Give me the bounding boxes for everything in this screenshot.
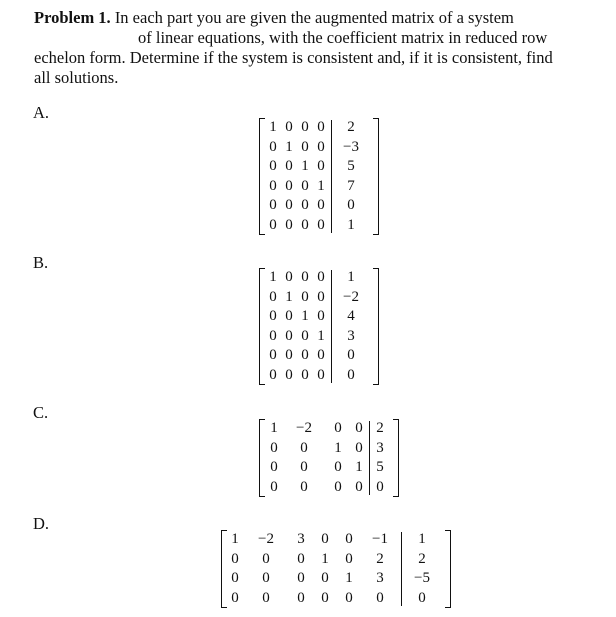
coefficient-entry: 0 [334,478,342,495]
coefficient-entry: 0 [317,158,325,174]
coefficient-entry: 0 [301,138,309,155]
coefficient-entry: 0 [317,347,325,363]
coefficient-entry: 0 [301,119,309,135]
matrix-row [227,569,445,589]
augmented-entry: 0 [347,197,355,213]
coefficient-entry: 0 [317,269,325,285]
coefficient-entry: 0 [285,177,293,194]
coefficient-entry: 0 [297,589,305,606]
coefficient-entry: 1 [231,531,239,547]
matrix-row [265,177,373,197]
part-a-label: A. [33,103,50,122]
coefficient-entry: −2 [296,420,312,436]
coefficient-entry: 0 [269,347,277,363]
matrix-row [227,550,445,570]
augmented-divider [331,120,332,233]
augmented-entry: 0 [418,589,426,606]
matrix-row [227,530,445,550]
coefficient-entry: 3 [297,531,305,547]
coefficient-entry: 0 [285,347,293,363]
coefficient-entry: 0 [376,589,384,606]
coefficient-entry: 0 [345,531,353,547]
coefficient-entry: 0 [301,347,309,363]
coefficient-entry: 0 [269,327,277,344]
coefficient-entry: 0 [355,478,363,495]
coefficient-entry: 1 [269,119,277,135]
matrix-row [265,307,373,327]
coefficient-entry: −2 [258,531,274,547]
matrix-row [265,288,373,308]
coefficient-entry: 1 [285,288,293,305]
matrix-row [265,216,373,236]
coefficient-entry: 0 [269,138,277,155]
coefficient-entry: 0 [231,589,239,606]
coefficient-entry: 0 [317,138,325,155]
coefficient-entry: 0 [301,197,309,213]
augmented-divider [401,532,402,606]
coefficient-entry: 0 [355,439,363,456]
coefficient-entry: 3 [376,570,384,586]
coefficient-entry: 0 [285,216,293,233]
coefficient-entry: 0 [355,420,363,436]
coefficient-entry: 1 [269,269,277,285]
coefficient-entry: 1 [285,138,293,155]
coefficient-entry: 1 [270,420,278,436]
augmented-entry: 1 [347,269,355,285]
matrix-row [227,589,445,609]
matrix-row [265,118,373,138]
coefficient-entry: 0 [285,327,293,344]
coefficient-entry: 0 [285,308,293,324]
matrix-row [265,366,373,386]
matrix-row [265,419,393,439]
coefficient-entry: 2 [376,550,384,567]
coefficient-entry: 0 [321,589,329,606]
augmented-entry: 5 [347,158,355,174]
coefficient-entry: 0 [297,570,305,586]
matrix-row [265,138,373,158]
coefficient-entry: 0 [301,269,309,285]
coefficient-entry: 0 [262,550,270,567]
coefficient-entry: 0 [300,459,308,475]
coefficient-entry: 0 [317,216,325,233]
problem-heading: Problem 1. [34,8,111,27]
augmented-entry: 5 [376,459,384,475]
coefficient-entry: −1 [372,531,388,547]
augmented-divider [331,270,332,383]
augmented-entry: 0 [347,347,355,363]
coefficient-entry: 0 [269,177,277,194]
matrix-row [265,157,373,177]
augmented-entry: −3 [343,138,359,155]
coefficient-entry: 1 [301,158,309,174]
augmented-entry: 4 [347,308,355,324]
coefficient-entry: 0 [269,158,277,174]
augmented-entry: −2 [343,288,359,305]
coefficient-entry: 0 [297,550,305,567]
augmented-entry: 0 [376,478,384,495]
coefficient-entry: 0 [285,197,293,213]
coefficient-entry: 0 [270,439,278,456]
augmented-entry: 2 [418,550,426,567]
coefficient-entry: 0 [269,366,277,383]
coefficient-entry: 0 [301,366,309,383]
coefficient-entry: 1 [334,439,342,456]
coefficient-entry: 0 [301,216,309,233]
coefficient-entry: 0 [231,570,239,586]
coefficient-entry: 0 [269,308,277,324]
problem-line-4: all solutions. [34,68,119,87]
matrix-row [265,346,373,366]
matrix-row [265,478,393,498]
coefficient-entry: 0 [301,327,309,344]
augmented-divider [369,421,370,495]
augmented-entry: 7 [347,177,355,194]
coefficient-entry: 0 [231,550,239,567]
right-bracket [393,419,399,497]
coefficient-entry: 0 [269,197,277,213]
coefficient-entry: 0 [301,288,309,305]
coefficient-entry: 0 [270,478,278,495]
problem-statement [34,8,606,88]
problem-text-1: In each part you are given the augmented matrix of a system [114,8,514,27]
part-b-label: B. [33,253,49,272]
augmented-entry: −5 [414,570,430,586]
matrix-row [265,458,393,478]
coefficient-entry: 0 [321,531,329,547]
coefficient-entry: 1 [317,177,325,194]
coefficient-entry: 0 [345,589,353,606]
coefficient-entry: 1 [321,550,329,567]
part-a-matrix [259,118,379,235]
part-d-matrix [221,530,451,608]
coefficient-entry: 0 [270,459,278,475]
coefficient-entry: 0 [317,366,325,383]
part-c-matrix [259,419,399,497]
coefficient-entry: 0 [317,308,325,324]
part-c-label: C. [33,403,49,422]
part-d-label: D. [33,514,50,533]
coefficient-entry: 0 [285,269,293,285]
coefficient-entry: 0 [301,177,309,194]
matrix-row [265,439,393,459]
coefficient-entry: 0 [262,589,270,606]
augmented-entry: 1 [418,531,426,547]
augmented-entry: 1 [347,216,355,233]
augmented-entry: 3 [347,327,355,344]
augmented-entry: 2 [376,420,384,436]
coefficient-entry: 1 [355,459,363,475]
coefficient-entry: 0 [317,288,325,305]
coefficient-entry: 0 [300,439,308,456]
part-b-matrix [259,268,379,385]
coefficient-entry: 1 [345,570,353,586]
problem-line-2: of linear equations, with the coefficient matrix in reduced row [138,28,548,47]
right-bracket [445,530,451,608]
problem-line-1 [34,8,606,28]
right-bracket [373,118,379,235]
matrix-row [265,196,373,216]
matrix-row [265,327,373,347]
coefficient-entry: 0 [262,570,270,586]
coefficient-entry: 0 [321,570,329,586]
coefficient-entry: 0 [285,366,293,383]
problem-line-3: echelon form. Determine if the system is consistent and, if it is consistent, find [34,48,553,67]
coefficient-entry: 1 [301,308,309,324]
coefficient-entry: 0 [285,119,293,135]
right-bracket [373,268,379,385]
coefficient-entry: 0 [285,158,293,174]
coefficient-entry: 0 [334,420,342,436]
coefficient-entry: 0 [269,288,277,305]
augmented-entry: 0 [347,366,355,383]
coefficient-entry: 0 [317,197,325,213]
augmented-entry: 2 [347,119,355,135]
augmented-entry: 3 [376,439,384,456]
coefficient-entry: 0 [334,459,342,475]
coefficient-entry: 1 [317,327,325,344]
matrix-row [265,268,373,288]
coefficient-entry: 0 [345,550,353,567]
coefficient-entry: 0 [300,478,308,495]
coefficient-entry: 0 [317,119,325,135]
coefficient-entry: 0 [269,216,277,233]
